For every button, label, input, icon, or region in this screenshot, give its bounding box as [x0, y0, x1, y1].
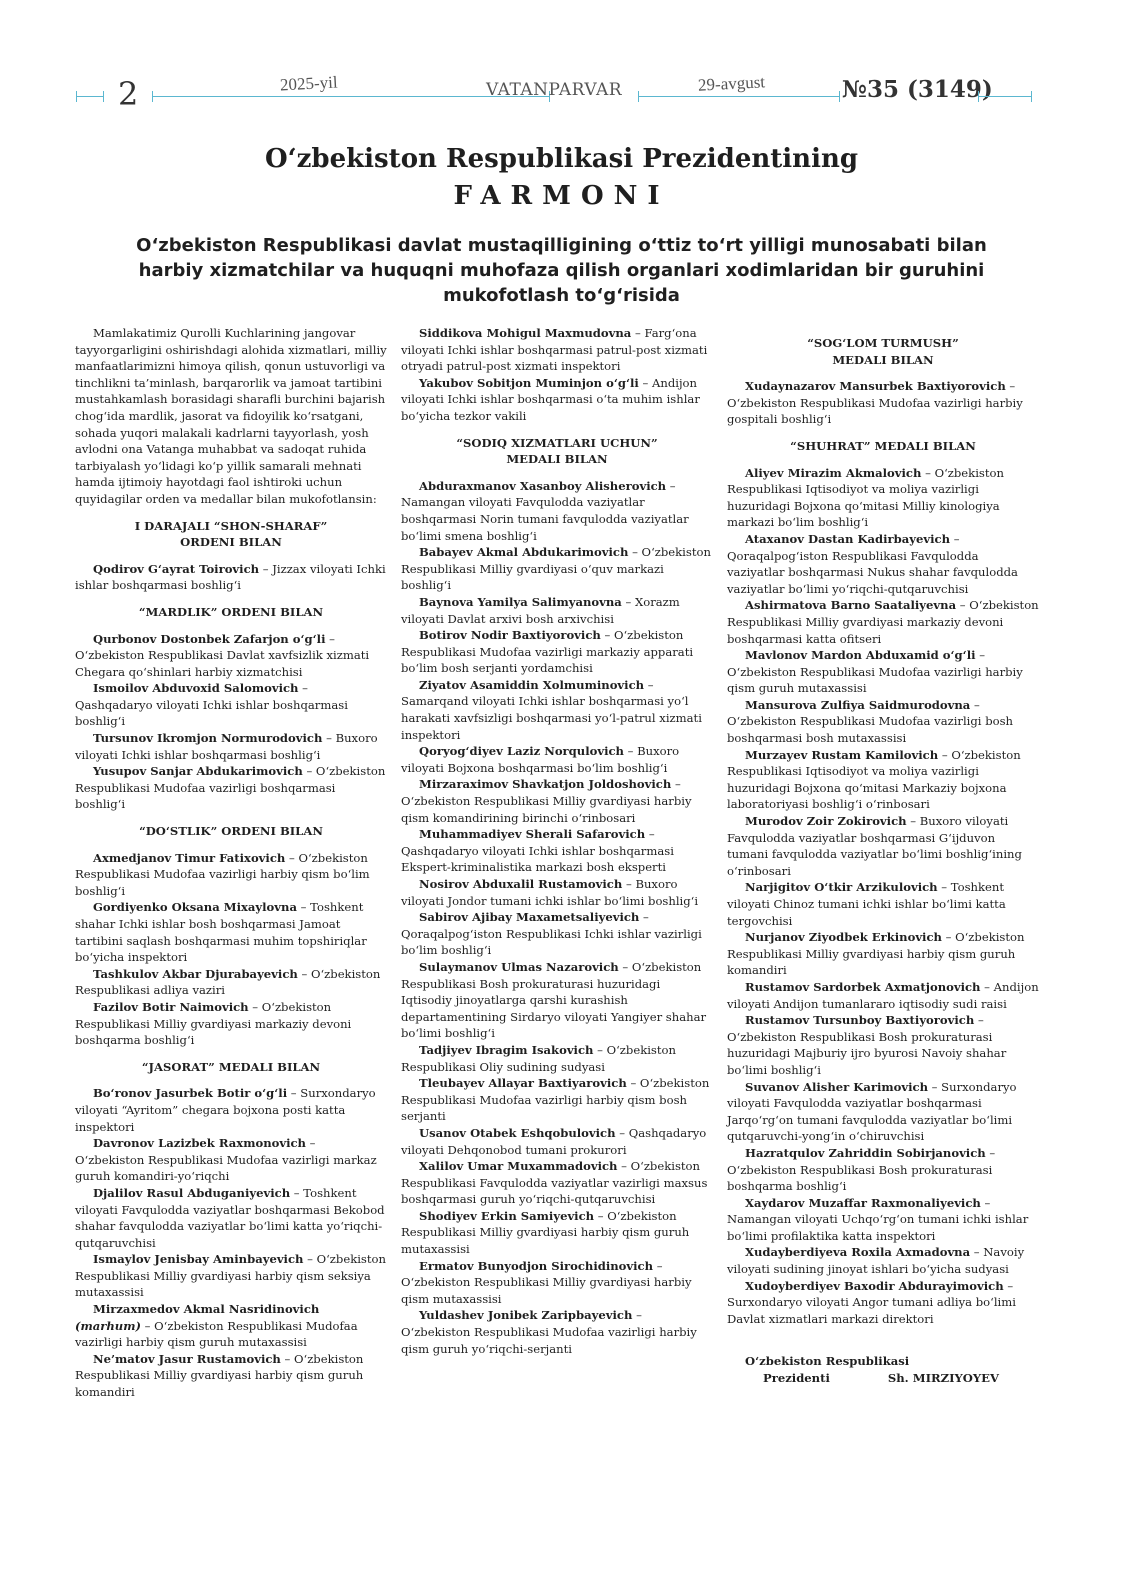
- awardee-position: – Namangan viloyati Uchqo‘rg‘on tumani ichki ishlar bo‘limi profilaktika katta inspektori: [727, 1195, 1029, 1243]
- awardee-position: – Qashqadaryo viloyati Dehqonobod tumani prokurori: [401, 1125, 707, 1157]
- awardee-name: Nurjanov Ziyodbek Erkinovich: [745, 930, 942, 945]
- awardee-position: – Buxoro viloyati Favqulodda vaziyatlar boshqarmasi G‘ijduvon tumani favqulodda vaziyatlar bo‘limi boshlig‘ining o‘rinbosari: [727, 814, 1022, 878]
- awardee-entry: [727, 531, 1039, 597]
- awardee-name: Aliyev Mirazim Akmalovich: [745, 465, 922, 480]
- text-column-3: [727, 325, 1039, 1387]
- awardee-entry: [401, 1307, 713, 1357]
- award-heading-line: “SOG‘LOM TURMUSH”: [807, 336, 959, 350]
- awardee-name: Djalilov Rasul Abduganiyevich: [93, 1185, 291, 1200]
- awardee-entry: [401, 627, 713, 677]
- publication-name: VATANPARVAR: [486, 80, 623, 100]
- awardee-position: – O‘zbekiston Respublikasi Mudofaa vazirligi markaz guruh komandiri-yo‘riqchi: [75, 1136, 377, 1184]
- awardee-name: Siddikova Mohigul Maxmudovna: [419, 326, 632, 340]
- awardee-entry: [727, 465, 1039, 531]
- header-date: 29-avgust: [697, 72, 766, 95]
- signer-name: Sh. MIRZIYOYEV: [887, 1371, 1000, 1386]
- awardee-position: – O‘zbekiston Respublikasi adliya vaziri: [75, 966, 381, 998]
- awardee-entry: [401, 594, 713, 627]
- awardee-name: Abduraxmanov Xasanboy Alisherovich: [419, 478, 667, 493]
- awardee-entry: [727, 1079, 1039, 1145]
- awardee-entry: [75, 966, 387, 999]
- awardee-position: – O‘zbekiston Respublikasi Bosh prokuraturasi boshqarma boshlig‘i: [727, 1145, 996, 1194]
- award-heading-line: MEDALI BILAN: [506, 452, 608, 467]
- awardee-name: Yakubov Sobitjon Muminjon o‘g‘li: [419, 375, 639, 390]
- awardee-position: – Toshkent viloyati Chinoz tumani ichki ishlar bo‘limi katta tergovchisi: [727, 880, 1006, 928]
- awardee-position: – O‘zbekiston Respublikasi Favqulodda vaziyatlar vazirligi maxsus boshqarmasi guruh yo‘riqchi-qutqaruvchisi: [401, 1159, 708, 1207]
- awardee-position: – Buxoro viloyati Bojxona boshqarmasi bo‘lim boshlig‘i: [401, 744, 680, 775]
- awardee-entry: [401, 1208, 713, 1258]
- awardee-name: Mavlonov Mardon Abduxamid o‘g‘li: [745, 648, 976, 663]
- award-heading-line: “SHUHRAT” MEDALI BILAN: [790, 438, 976, 453]
- awardee-name: Tursunov Ikromjon Normurodovich: [93, 731, 323, 746]
- awardee-position: – Surxondaryo viloyati Angor tumani adliya bo‘limi Davlat xizmatlari markazi direktori: [727, 1278, 1016, 1326]
- awardee-name: Xudayberdiyeva Roxila Axmadovna: [745, 1245, 971, 1260]
- awardee-name: Ataxanov Dastan Kadirbayevich: [745, 531, 951, 546]
- awardee-position: – Qoraqalpog‘iston Respublikasi Ichki ishlar vazirligi bo‘lim boshlig‘i: [401, 910, 702, 958]
- awardee-name: Davronov Lazizbek Raxmonovich: [93, 1136, 306, 1151]
- awardee-name: Qodirov G‘ayrat Toirovich: [93, 561, 260, 576]
- awardee-position: – Surxondaryo viloyati Favqulodda vaziyatlar boshqarmasi Jarqo‘rg‘on tumani favqulodda vaziyatlar bo‘limi qutqaruvchi-yong‘in o‘chiruvchisi: [727, 1079, 1017, 1144]
- awardee-entry: [401, 776, 713, 826]
- page-header: [76, 74, 1058, 114]
- awardee-entry: [401, 959, 713, 1042]
- awardee-name: Sulaymanov Ulmas Nazarovich: [419, 959, 619, 974]
- decree-subtitle: O‘zbekiston Respublikasi davlat mustaqilligining o‘ttiz to‘rt yilligi munosabati bilan harbiy xizmatchilar va huquqni muhofaza qilish organlari xodimlaridan bir guruhini mukofotlash to‘g‘risida: [136, 235, 987, 306]
- awardee-name: Suvanov Alisher Karimovich: [745, 1079, 928, 1094]
- awardee-position: – Jizzax viloyati Ichki ishlar boshqarmasi boshlig‘i: [75, 561, 386, 593]
- awardee-entry: [401, 325, 713, 375]
- awardee-entry: [727, 813, 1039, 879]
- awardee-position: – Xorazm viloyati Davlat arxivi bosh arxivchisi: [401, 594, 680, 626]
- awardee-entry: [727, 1195, 1039, 1245]
- award-heading: [727, 438, 1039, 455]
- awardee-name: Tashkulov Akbar Djurabayevich: [93, 966, 298, 981]
- award-heading-line: “JASORAT” MEDALI BILAN: [141, 1059, 321, 1074]
- awardee-position: – O‘zbekiston Respublikasi Mudofaa vazirligi boshqarmasi boshlig‘i: [75, 764, 386, 812]
- awardee-name: Hazratqulov Zahriddin Sobirjanovich: [745, 1145, 986, 1160]
- award-heading: [401, 435, 713, 468]
- awardee-position: – O‘zbekiston Respublikasi Milliy gvardiyasi harbiy qism guruh komandiri: [727, 930, 1025, 978]
- awardee-entry: [727, 647, 1039, 697]
- awardee-name: Xudaynazarov Mansurbek Baxtiyorovich: [745, 379, 1006, 394]
- awardee-entry: [727, 879, 1039, 929]
- awardee-name: Muhammadiyev Sherali Safarovich: [419, 827, 646, 842]
- awardee-name: Bo‘ronov Jasurbek Botir o‘g‘li: [93, 1086, 288, 1101]
- awardee-entry: [75, 1185, 387, 1251]
- awardee-entry: [727, 929, 1039, 979]
- awardee-name: Tleubayev Allayar Baxtiyarovich: [419, 1076, 627, 1091]
- award-heading: [75, 1059, 387, 1076]
- awardee-position: – Buxoro viloyati Ichki ishlar boshqarmasi boshlig‘i: [75, 731, 378, 762]
- awardee-position: – Buxoro viloyati Jondor tumani ichki ishlar bo‘limi boshlig‘i: [401, 877, 699, 908]
- awardee-entry: [401, 375, 713, 425]
- awardee-name: Mansurova Zulfiya Saidmurodovna: [745, 697, 971, 712]
- awardee-name: Rustamov Sardorbek Axmatjonovich: [745, 979, 981, 994]
- awardee-position: – O‘zbekiston Respublikasi Mudofaa vazirligi harbiy gospitali boshlig‘i: [727, 379, 1023, 427]
- awardee-name: Mirzaraximov Shavkatjon Joldoshovich: [419, 777, 672, 792]
- awardee-entry: [75, 1251, 387, 1301]
- awardee-entry: [401, 1075, 713, 1125]
- awardee-name: Qoryog‘diyev Laziz Norqulovich: [419, 744, 624, 759]
- awardee-name: Usanov Otabek Eshqobulovich: [419, 1125, 616, 1140]
- awardee-entry: [75, 1301, 387, 1351]
- awardee-name: Murzayev Rustam Kamilovich: [745, 747, 939, 762]
- awardee-name: Xalilov Umar Muxammadovich: [419, 1159, 618, 1174]
- award-heading-line: “DO‘STLIK” ORDENI BILAN: [139, 824, 323, 839]
- awardee-name: Ermatov Bunyodjon Sirochidinovich: [419, 1258, 654, 1273]
- awardee-entry: [75, 1135, 387, 1185]
- awardee-entry: [727, 1278, 1039, 1328]
- awardee-position: – O‘zbekiston Respublikasi Milliy gvardiyasi harbiy qism mutaxassisi: [401, 1258, 692, 1306]
- awardee-position: – O‘zbekiston Respublikasi Mudofaa vazirligi harbiy qism guruh mutaxassisi: [727, 648, 1023, 696]
- awardee-entry: [401, 1042, 713, 1075]
- awardee-position: – O‘zbekiston Respublikasi Iqtisodiyot va moliya vazirligi huzuridagi Bojxona qo‘mitasi Milliy kinologiya markazi bo‘lim boshlig‘i: [727, 465, 1004, 530]
- awardee-entry: [75, 1351, 387, 1401]
- awardee-entry: [75, 763, 387, 813]
- awardee-position: – O‘zbekiston Respublikasi Davlat xavfsizlik xizmati Chegara qo‘shinlari harbiy xizmatchisi: [75, 631, 370, 679]
- award-heading: [75, 604, 387, 621]
- awardee-position: – O‘zbekiston Respublikasi Milliy gvardiyasi markaziy devoni boshqarmasi katta ofitseri: [727, 598, 1039, 646]
- awardee-entry: [75, 561, 387, 594]
- awardee-name: Xudoyberdiyev Baxodir Abdurayimovich: [745, 1278, 1004, 1293]
- awardee-position: – O‘zbekiston Respublikasi Milliy gvardiyasi harbiy qism guruh komandiri: [75, 1351, 364, 1400]
- award-heading-line: ORDENI BILAN: [180, 535, 282, 550]
- awardee-position: – O‘zbekiston Respublikasi Milliy gvardiyasi harbiy qism seksiya mutaxassisi: [75, 1252, 386, 1300]
- awardee-position: – O‘zbekiston Respublikasi Mudofaa vazirligi markaziy apparati bo‘lim bosh serjanti yordamchisi: [401, 628, 694, 676]
- awardee-position: – O‘zbekiston Respublikasi Bosh prokuraturasi huzuridagi Iqtisodiy jinoyatlarga qarshi kurashish departamentining Sirdaryo viloyati Yangiyer shahar bo‘limi boshlig‘i: [401, 959, 707, 1041]
- awardee-name: Baynova Yamilya Salimyanovna: [419, 594, 622, 609]
- text-column-2: [401, 325, 713, 1357]
- awardee-name: Tadjiyev Ibragim Isakovich: [419, 1042, 594, 1057]
- awardee-entry: [401, 826, 713, 876]
- awardee-name: Ne’matov Jasur Rustamovich: [93, 1351, 281, 1366]
- awardee-entry: [727, 697, 1039, 747]
- awardee-entry: [75, 899, 387, 965]
- awardee-position: – O‘zbekiston Respublikasi Mudofaa vazirligi harbiy qism bosh serjanti: [401, 1076, 710, 1124]
- header-rule: [76, 96, 104, 97]
- awardee-entry: [401, 1158, 713, 1208]
- awardee-position: – Qashqadaryo viloyati Ichki ishlar boshqarmasi boshlig‘i: [75, 681, 348, 729]
- awardee-position: – Namangan viloyati Favqulodda vaziyatlar boshqarmasi Norin tumani favqulodda vaziyatlar bo‘limi smena boshlig‘i: [401, 478, 689, 543]
- awardee-position: – Samarqand viloyati Ichki ishlar boshqarmasi yo‘l harakati xavfsizligi boshqarmasi yo‘l-patrul xizmati inspektori: [401, 677, 702, 742]
- awardee-position: – O‘zbekiston Respublikasi Oliy sudining sudyasi: [401, 1042, 676, 1074]
- awardee-position: – O‘zbekiston Respublikasi Iqtisodiyot va moliya vazirligi huzuridagi Bojxona qo‘mitasi Markaziy bojxona laboratoriyasi boshlig‘i o‘rinbosari: [727, 747, 1021, 812]
- awardee-entry: [727, 1145, 1039, 1195]
- awardee-name: Ziyatov Asamiddin Xolmuminovich: [419, 677, 645, 692]
- awardee-entry: [401, 876, 713, 909]
- awardee-entry: [75, 680, 387, 730]
- awardee-entry: [401, 1125, 713, 1158]
- awardee-name: Narjigitov O‘tkir Arzikulovich: [745, 880, 938, 895]
- awardee-position: – Qashqadaryo viloyati Ichki ishlar boshqarmasi Ekspert-kriminalistika markazi bosh eksperti: [401, 827, 674, 875]
- awardee-name: Fazilov Botir Naimovich: [93, 999, 249, 1014]
- award-heading-line: “SODIQ XIZMATLARI UCHUN”: [456, 435, 658, 450]
- awardee-position: – O‘zbekiston Respublikasi Mudofaa vazirligi harbiy qism guruh yo‘riqchi-serjanti: [401, 1308, 697, 1356]
- awardee-name: Nosirov Abduxalil Rustamovich: [419, 877, 623, 891]
- awardee-note: (marhum): [75, 1318, 141, 1333]
- awardee-position: – O‘zbekiston Respublikasi Bosh prokuraturasi huzuridagi Majburiy ijro byurosi Navoiy shahar bo‘limi boshlig‘i: [727, 1013, 1007, 1077]
- signature-block: [727, 1353, 1039, 1386]
- awardee-entry: [401, 677, 713, 743]
- text-column-1: [75, 325, 387, 1401]
- awardee-name: Rustamov Tursunboy Baxtiyorovich: [745, 1013, 975, 1028]
- awardee-name: Babayev Akmal Abdukarimovich: [419, 545, 629, 560]
- awardee-entry: [401, 1258, 713, 1308]
- signature-row: [727, 1370, 1039, 1387]
- issue-number: №35 (3149): [842, 76, 993, 103]
- header-year: 2025-yil: [279, 72, 339, 95]
- awardee-entry: [727, 1012, 1039, 1078]
- awardee-position: – Navoiy viloyati sudining jinoyat ishlari bo‘yicha sudyasi: [727, 1245, 1025, 1277]
- awardee-entry: [75, 999, 387, 1049]
- awardee-name: Sabirov Ajibay Maxametsaliyevich: [419, 910, 640, 925]
- awardee-entry: [401, 909, 713, 959]
- awardee-name: Shodiyev Erkin Samiyevich: [419, 1208, 595, 1223]
- awardee-position: – Farg‘ona viloyati Ichki ishlar boshqarmasi patrul-post xizmati otryadi patrul-post xizmati inspektori: [401, 326, 708, 374]
- header-rule: [978, 96, 1032, 97]
- awardee-name: Murodov Zoir Zokirovich: [745, 814, 907, 829]
- awardee-name: Ashirmatova Barno Saataliyevna: [745, 598, 957, 613]
- awardee-entry: [75, 1085, 387, 1135]
- awardee-name: Mirzaxmedov Akmal Nasridinovich: [93, 1302, 320, 1317]
- awardee-entry: [727, 747, 1039, 813]
- awardee-position: – O‘zbekiston Respublikasi Milliy gvardiyasi harbiy qism guruh mutaxassisi: [401, 1208, 690, 1257]
- awardee-position: – O‘zbekiston Respublikasi Mudofaa vazirligi bosh boshqarmasi bosh mutaxassisi: [727, 697, 1014, 746]
- awardee-position: – O‘zbekiston Respublikasi Milliy gvardiyasi o‘quv markazi boshlig‘i: [401, 545, 711, 593]
- awardee-name: Qurbonov Dostonbek Zafarjon o‘g‘li: [93, 631, 326, 646]
- awardee-entry: [75, 730, 387, 763]
- award-heading: [75, 518, 387, 551]
- awardee-position: – O‘zbekiston Respublikasi Mudofaa vazirligi harbiy qism bo‘lim boshlig‘i: [75, 850, 370, 898]
- award-heading-line: I DARAJALI “SHON-SHARAF”: [134, 518, 328, 533]
- award-heading-line: MEDALI BILAN: [832, 352, 934, 367]
- intro-paragraph: Mamlakatimiz Qurolli Kuchlarining jangovar tayyorgarligini oshirishdagi alohida xizmatlari, milliy manfaatlarimizni himoya qilish, qonun ustuvorligi va tinchlikni ta’minlash, barqarorlik va jamoat tartibini mustahkamlash borasidagi sharafli burchini bajarish chog‘ida mardlik, jasorat va fidoyilik ko‘rsatgani, sohada yuqori malakali kadrlarni tayyorlash, yosh avlodni ona Vatanga muhabbat va sadoqat ruhida tarbiyalash yo‘lidagi ko‘p yillik samarali mehnati hamda ijtimoiy hayotdagi faol ishtiroki uchun quyidagilar orden va medallar bilan mukofotlansin:: [75, 326, 387, 506]
- awardee-entry: [727, 1244, 1039, 1277]
- awardee-name: Botirov Nodir Baxtiyorovich: [419, 628, 601, 643]
- awardee-position: – Toshkent shahar Ichki ishlar bosh boshqarmasi Jamoat tartibini saqlash boshqarmasi muhim topshiriqlar bo‘yicha inspektori: [75, 900, 367, 965]
- awardee-entry: [401, 544, 713, 594]
- awardee-position: – Andijon viloyati Andijon tumanlararo iqtisodiy sudi raisi: [727, 979, 1039, 1011]
- awardee-position: – Andijon viloyati Ichki ishlar boshqarmasi o‘ta muhim ishlar bo‘yicha tezkor vakili: [401, 375, 700, 423]
- award-heading: [75, 823, 387, 840]
- awardee-position: – O‘zbekiston Respublikasi Milliy gvardiyasi markaziy devoni boshqarma boshlig‘i: [75, 999, 352, 1048]
- awardee-name: Gordiyenko Oksana Mixaylovna: [93, 900, 297, 915]
- awardee-name: Yuldashev Jonibek Zaripbayevich: [419, 1308, 633, 1323]
- awardee-entry: [727, 378, 1039, 428]
- awardee-entry: [75, 631, 387, 681]
- awardee-position: – O‘zbekiston Respublikasi Milliy gvardiyasi harbiy qism komandirining birinchi o‘rinbosari: [401, 777, 692, 825]
- awardee-name: Ismoilov Abduvoxid Salomovich: [93, 681, 299, 696]
- awardee-entry: [727, 597, 1039, 647]
- decree-heading: FARMONI: [453, 181, 670, 211]
- awardee-position: – Qoraqalpog‘iston Respublikasi Favqulodda vaziyatlar boshqarmasi Nukus shahar favqulodda vaziyatlar bo‘limi yo‘riqchi-qutqaruvchisi: [727, 531, 1018, 596]
- page-number: 2: [118, 75, 139, 113]
- awardee-entry: [401, 478, 713, 544]
- awardee-position: – Toshkent viloyati Favqulodda vaziyatlar boshqarmasi Bekobod shahar favqulodda vaziyatlar bo‘limi katta yo‘riqchi-qutqaruvchisi: [75, 1185, 385, 1250]
- decree-title: O‘zbekiston Respublikasi Prezidentining: [264, 144, 859, 174]
- awardee-entry: [75, 850, 387, 900]
- awardee-entry: [401, 743, 713, 776]
- award-heading-line: “MARDLIK” ORDENI BILAN: [138, 604, 324, 619]
- awardee-position: – Surxondaryo viloyati “Ayritom” chegara bojxona posti katta inspektori: [75, 1086, 376, 1134]
- awardee-name: Yusupov Sanjar Abdukarimovich: [93, 764, 303, 779]
- awardee-name: Xaydarov Muzaffar Raxmonaliyevich: [745, 1195, 981, 1210]
- awardee-entry: [727, 979, 1039, 1012]
- awardee-name: Ismaylov Jenisbay Aminbayevich: [93, 1252, 304, 1267]
- signature-position: Prezidenti: [763, 1371, 830, 1386]
- signature-title: O‘zbekiston Respublikasi: [745, 1354, 910, 1369]
- award-heading: [727, 335, 1039, 368]
- awardee-position: – O‘zbekiston Respublikasi Mudofaa vazirligi harbiy qism guruh mutaxassisi: [75, 1318, 358, 1350]
- awardee-name: Axmedjanov Timur Fatixovich: [93, 850, 286, 865]
- header-rule: [638, 96, 840, 97]
